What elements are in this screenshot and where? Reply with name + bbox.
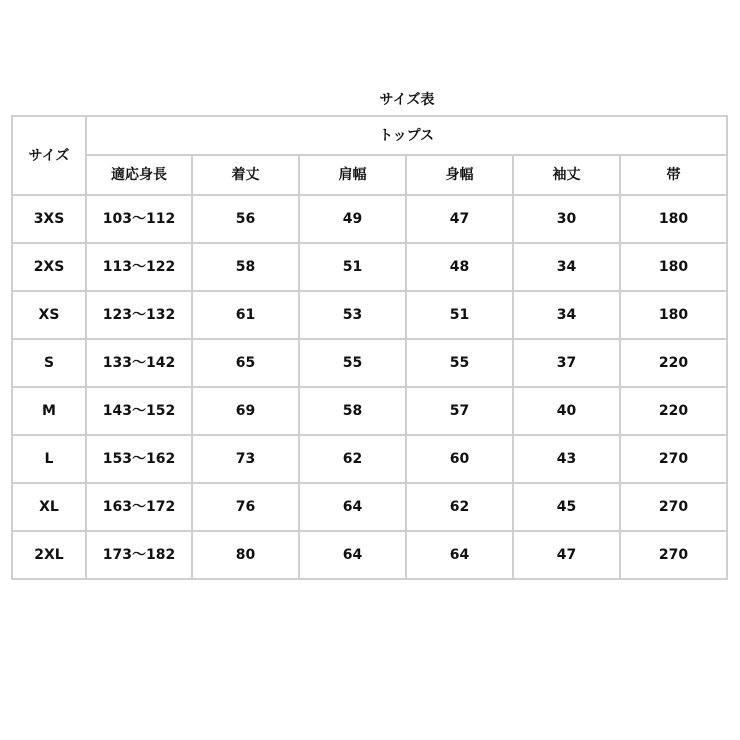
table-cell: 49 — [299, 195, 406, 243]
size-cell: 2XL — [12, 531, 86, 579]
table-cell: 60 — [406, 435, 513, 483]
table-cell: 55 — [299, 339, 406, 387]
table-cell: 180 — [620, 195, 727, 243]
table-cell: 51 — [299, 243, 406, 291]
table-cell: 80 — [192, 531, 299, 579]
table-cell: 270 — [620, 435, 727, 483]
table-cell: 133〜142 — [86, 339, 192, 387]
table-cell: 64 — [406, 531, 513, 579]
table-cell: 123〜132 — [86, 291, 192, 339]
table-row — [12, 435, 727, 483]
table-cell: 270 — [620, 531, 727, 579]
table-cell: 113〜122 — [86, 243, 192, 291]
table-cell: 56 — [192, 195, 299, 243]
table-cell: 76 — [192, 483, 299, 531]
table-cell: 37 — [513, 339, 620, 387]
table-row — [12, 387, 727, 435]
table-cell: 270 — [620, 483, 727, 531]
table-cell: 163〜172 — [86, 483, 192, 531]
table-row — [12, 195, 727, 243]
table-cell: 55 — [406, 339, 513, 387]
table-cell: 57 — [406, 387, 513, 435]
table-cell: 220 — [620, 339, 727, 387]
table-header-row — [12, 116, 727, 155]
table-row — [12, 531, 727, 579]
table-cell: 51 — [406, 291, 513, 339]
table-row — [12, 243, 727, 291]
size-cell: 2XS — [12, 243, 86, 291]
table-cell: 47 — [406, 195, 513, 243]
table-cell: 30 — [513, 195, 620, 243]
table-cell: 64 — [299, 531, 406, 579]
table-cell: 220 — [620, 387, 727, 435]
table-cell: 58 — [299, 387, 406, 435]
table-row — [12, 339, 727, 387]
table-cell: 58 — [192, 243, 299, 291]
size-cell: 3XS — [12, 195, 86, 243]
column-header-belt: 帯 — [620, 155, 727, 195]
table-row — [12, 483, 727, 531]
size-cell: XS — [12, 291, 86, 339]
column-header-shoulder: 肩幅 — [299, 155, 406, 195]
table-cell: 153〜162 — [86, 435, 192, 483]
size-cell: M — [12, 387, 86, 435]
page-title: サイズ表 — [379, 92, 435, 108]
table-cell: 64 — [299, 483, 406, 531]
column-header-sleeve: 袖丈 — [513, 155, 620, 195]
table-cell: 103〜112 — [86, 195, 192, 243]
table-cell: 61 — [192, 291, 299, 339]
size-cell: XL — [12, 483, 86, 531]
table-cell: 69 — [192, 387, 299, 435]
table-cell: 62 — [406, 483, 513, 531]
table-cell: 143〜152 — [86, 387, 192, 435]
size-table — [11, 115, 728, 580]
table-cell: 34 — [513, 291, 620, 339]
column-header-chest: 身幅 — [406, 155, 513, 195]
table-cell: 34 — [513, 243, 620, 291]
table-cell: 73 — [192, 435, 299, 483]
table-cell: 180 — [620, 291, 727, 339]
table-row — [12, 291, 727, 339]
group-header-cell: トップス — [86, 116, 727, 155]
column-header-height: 適応身長 — [86, 155, 192, 195]
table-cell: 40 — [513, 387, 620, 435]
size-header-cell: サイズ — [12, 116, 86, 195]
size-cell: S — [12, 339, 86, 387]
table-cell: 173〜182 — [86, 531, 192, 579]
size-cell: L — [12, 435, 86, 483]
table-cell: 53 — [299, 291, 406, 339]
column-header-length: 着丈 — [192, 155, 299, 195]
table-cell: 62 — [299, 435, 406, 483]
table-cell: 47 — [513, 531, 620, 579]
column-header-row — [12, 155, 727, 195]
table-cell: 180 — [620, 243, 727, 291]
table-cell: 48 — [406, 243, 513, 291]
table-cell: 45 — [513, 483, 620, 531]
table-cell: 65 — [192, 339, 299, 387]
table-cell: 43 — [513, 435, 620, 483]
